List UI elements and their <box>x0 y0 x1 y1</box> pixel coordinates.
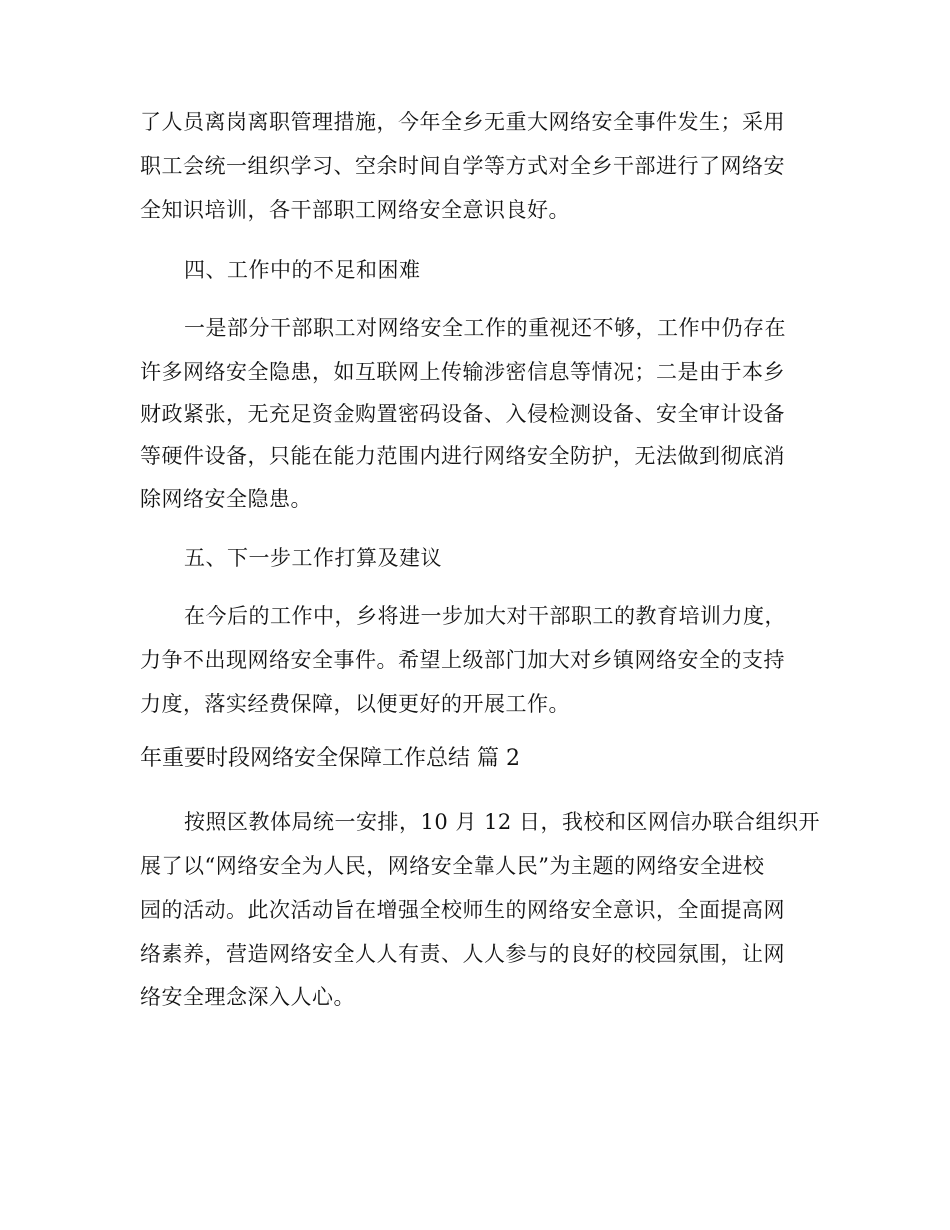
paragraph-1-line-3: 全知识培训，各干部职工网络安全意识良好。 <box>140 198 570 222</box>
paragraph-4-line-2: 展了以“网络安全为人民，网络安全靠人民”为主题的网络安全进校 <box>140 854 765 878</box>
paragraph-2-line-4: 等硬件设备，只能在能力范围内进行网络安全防护，无法做到彻底消 <box>140 444 785 468</box>
article-2-title: 年重要时段网络安全保障工作总结 篇 2 <box>140 746 520 771</box>
paragraph-3-line-2: 力争不出现网络安全事件。希望上级部门加大对乡镇网络安全的支持 <box>140 648 785 672</box>
paragraph-4-line-5: 络安全理念深入人心。 <box>140 985 355 1009</box>
section-4-title: 四、工作中的不足和困难 <box>184 258 421 282</box>
paragraph-3-line-3: 力度，落实经费保障，以便更好的开展工作。 <box>140 692 570 716</box>
paragraph-1-line-2: 职工会统一组织学习、空余时间自学等方式对全乡干部进行了网络安 <box>140 154 785 178</box>
paragraph-2-line-3: 财政紧张，无充足资金购置密码设备、入侵检测设备、安全审计设备 <box>140 402 785 426</box>
paragraph-4-line-3: 园的活动。此次活动旨在增强全校师生的网络安全意识，全面提高网 <box>140 898 785 922</box>
paragraph-2-line-1: 一是部分干部职工对网络安全工作的重视还不够，工作中仍存在 <box>184 316 786 340</box>
section-5-title: 五、下一步工作打算及建议 <box>184 546 442 570</box>
paragraph-3-line-1: 在今后的工作中，乡将进一步加大对干部职工的教育培训力度， <box>184 604 786 628</box>
paragraph-4-line-4: 络素养，营造网络安全人人有责、人人参与的良好的校园氛围，让网 <box>140 942 785 966</box>
paragraph-4-line-1: 按照区教体局统一安排，10 月 12 日，我校和区网信办联合组织开 <box>184 810 820 834</box>
paragraph-1-line-1: 了人员离岗离职管理措施，今年全乡无重大网络安全事件发生；采用 <box>140 110 785 134</box>
paragraph-2-line-2: 许多网络安全隐患，如互联网上传输涉密信息等情况；二是由于本乡 <box>140 360 785 384</box>
paragraph-2-line-5: 除网络安全隐患。 <box>140 487 312 511</box>
